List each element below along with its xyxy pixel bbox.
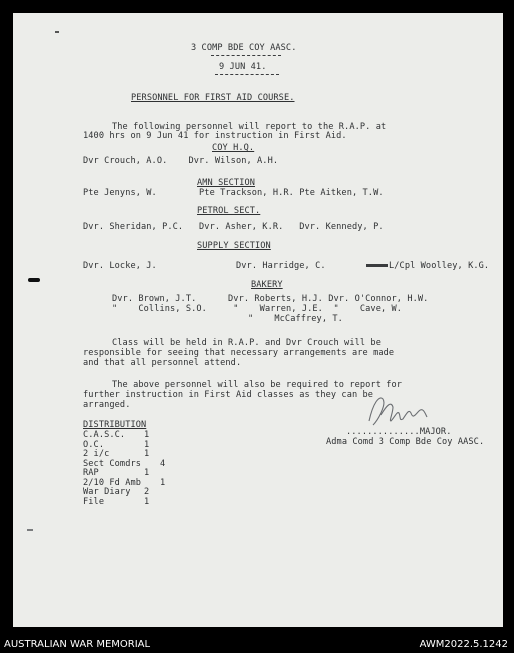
paragraph-1-line-3: and that all personnel attend. <box>83 358 242 368</box>
distribution-copies: 1 <box>144 449 150 459</box>
supply-line-locke: Dvr. Locke, J. <box>83 261 157 271</box>
unit-underline <box>211 55 281 56</box>
distribution-recipient: File <box>83 496 105 507</box>
distribution-heading: DISTRIBUTION <box>83 420 147 430</box>
bakery-row-3: " McCaffrey, T. <box>248 314 343 324</box>
bakery-heading: BAKERY <box>251 280 283 290</box>
distribution-copies: 2 <box>144 487 150 497</box>
distribution-recipient: RAP <box>83 468 99 478</box>
date-underline <box>215 74 279 75</box>
paragraph-2-line-2: further instruction in First Aid classes as they can be <box>83 390 374 400</box>
accession-number: AWM2022.5.1242 <box>419 639 508 650</box>
distribution-copies: 1 <box>144 430 150 440</box>
unit-heading: 3 COMP BDE COY AASC. <box>191 43 297 53</box>
amn-section-heading: AMN SECTION <box>197 178 256 188</box>
amn-section-line: Pte Jenyns, W. Pte Trackson, H.R. Pte Aitken, T.W. <box>83 188 384 198</box>
distribution-recipient: War Diary <box>83 487 131 497</box>
distribution-recipient: C.A.S.C. <box>83 430 126 440</box>
intro-line-2: 1400 hrs on 9 Jun 41 for instruction in First Aid. <box>83 131 347 141</box>
caption-bar <box>0 635 514 653</box>
bakery-row-2: " Collins, S.O. " Warren, J.E. " Cave, W. <box>112 304 403 314</box>
paragraph-1-line-1: Class will be held in R.A.P. and Dvr Crouch will be <box>112 338 381 348</box>
distribution-recipient: O.C. <box>83 439 105 450</box>
punch-hole-mark <box>28 278 40 282</box>
distribution-recipient: Sect Comdrs <box>83 458 142 469</box>
paragraph-2-line-1: The above personnel will also be required to report for <box>112 380 403 390</box>
paragraph-1-line-2: responsible for seeing that necessary arrangements are made <box>83 348 395 358</box>
paragraph-2-line-3: arranged. <box>83 400 131 410</box>
distribution-copies: 4 <box>160 458 166 469</box>
distribution-copies: 1 <box>144 496 150 507</box>
bakery-row-1: Dvr. Brown, J.T. Dvr. Roberts, H.J. Dvr. O'Connor, H.W. <box>112 294 429 304</box>
distribution-recipient: 2 i/c <box>83 449 110 459</box>
document-page <box>13 13 503 627</box>
signature-rank: ..............MAJOR. <box>346 427 452 437</box>
supply-line-harridge: Dvr. Harridge, C. <box>236 261 326 271</box>
margin-speck <box>27 529 33 531</box>
distribution-copies: 1 <box>144 439 150 450</box>
intro-line-1: The following personnel will report to the R.A.P. at <box>112 122 387 132</box>
petrol-section-heading: PETROL SECT. <box>197 206 261 216</box>
coy-hq-heading: COY H.Q. <box>212 143 255 153</box>
strikeout-mark <box>366 264 388 267</box>
distribution-recipient: 2/10 Fd Amb <box>83 477 142 488</box>
signature-appointment: Adma Comd 3 Comp Bde Coy AASC. <box>326 437 485 447</box>
document-date: 9 JUN 41. <box>219 62 267 72</box>
petrol-section-line: Dvr. Sheridan, P.C. Dvr. Asher, K.R. Dvr. Kennedy, P. <box>83 222 384 232</box>
stain-mark <box>55 31 59 33</box>
archive-name: AUSTRALIAN WAR MEMORIAL <box>4 639 151 650</box>
handwritten-signature <box>365 391 431 431</box>
supply-line-woolley: L/Cpl Woolley, K.G. <box>389 261 490 271</box>
supply-section-heading: SUPPLY SECTION <box>197 241 271 251</box>
coy-hq-line: Dvr Crouch, A.O. Dvr. Wilson, A.H. <box>83 156 279 166</box>
document-title: PERSONNEL FOR FIRST AID COURSE. <box>131 93 295 103</box>
distribution-copies: 1 <box>160 477 166 488</box>
distribution-copies: 1 <box>144 468 150 478</box>
